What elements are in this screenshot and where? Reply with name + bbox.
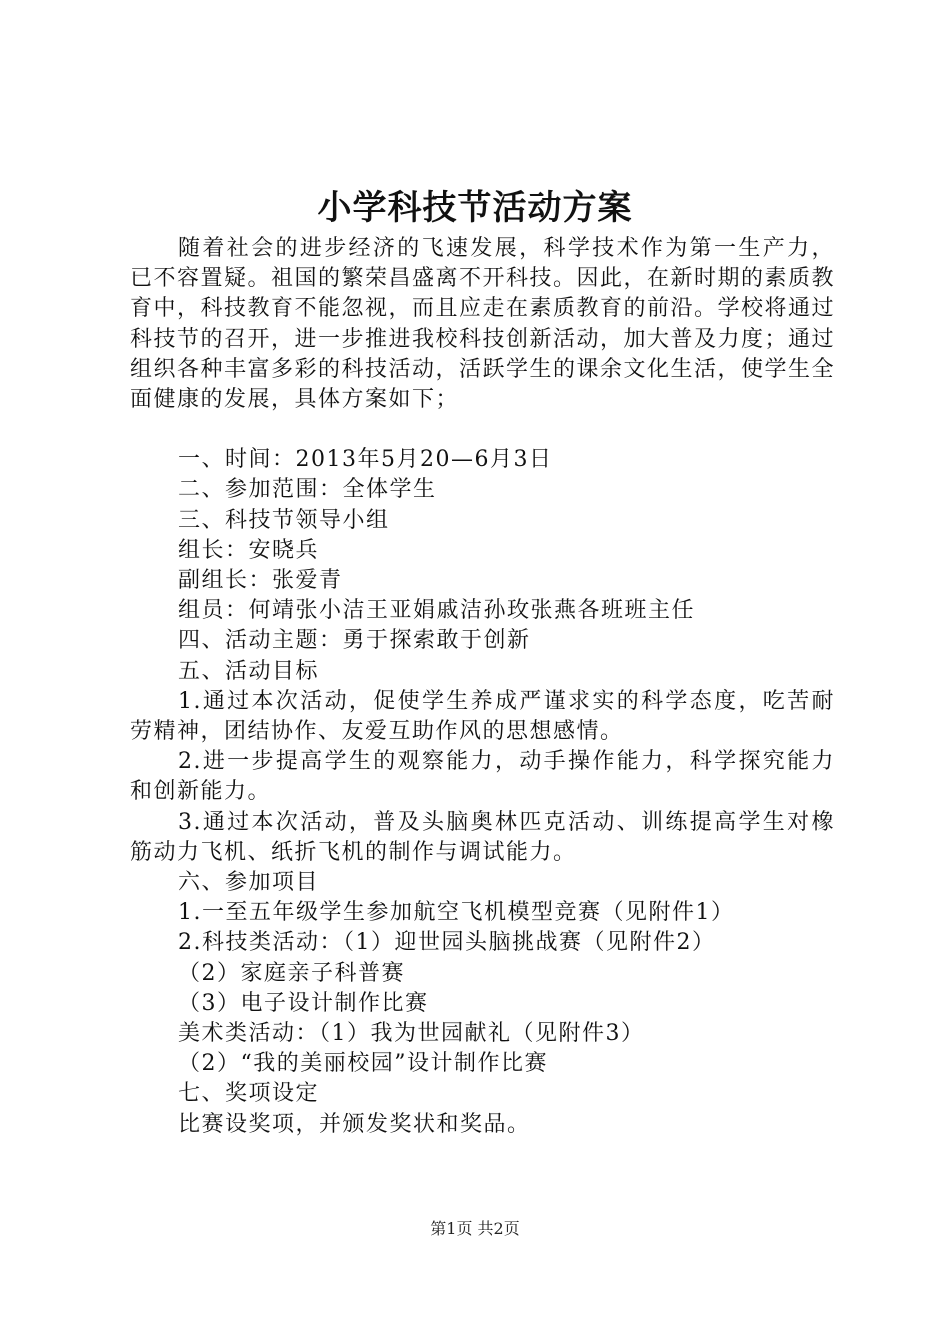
document-body bbox=[130, 234, 835, 1140]
section-awards: 七、奖项设定 bbox=[178, 1081, 320, 1107]
section-projects: 六、参加项目 bbox=[178, 870, 320, 896]
section-leadership: 三、科技节领导小组 bbox=[178, 507, 390, 533]
project-item: 美术类活动：（1）我为世园献礼（见附件3） bbox=[178, 1021, 645, 1047]
deputy-leader-line: 副组长：张爱青 bbox=[178, 568, 343, 594]
goal-item: 3.通过本次活动，普及头脑奥林匹克活动、训练提高学生对橡筋动力飞机、纸折飞机的制作与调试能力。 bbox=[130, 809, 835, 865]
section-scope: 二、参加范围：全体学生 bbox=[178, 477, 437, 503]
section-goals: 五、活动目标 bbox=[178, 658, 320, 684]
intro-paragraph: 随着社会的进步经济的飞速发展，科学技术作为第一生产力，已不容置疑。祖国的繁荣昌盛离不开科技。因此，在新时期的素质教育中，科技教育不能忽视，而且应走在素质教育的前沿。学校将通过科技节的召开，进一步推进我校科技创新活动，加大普及力度；通过组织各种丰富多彩的科技活动，活跃学生的课余文化生活，使学生全面健康的发展，具体方案如下； bbox=[130, 236, 836, 413]
project-item: （3）电子设计制作比赛 bbox=[178, 990, 429, 1016]
document-title: 小学科技节活动方案 bbox=[317, 188, 633, 228]
project-item: （2）家庭亲子科普赛 bbox=[178, 960, 405, 986]
awards-line: 比赛设奖项，并颁发奖状和奖品。 bbox=[178, 1111, 531, 1137]
project-item: （2）“我的美丽校园”设计制作比赛 bbox=[178, 1051, 548, 1077]
section-time: 一、时间：2013年5月20—6月3日 bbox=[178, 447, 553, 473]
project-item: 2.科技类活动：（1）迎世园头脑挑战赛（见附件2） bbox=[178, 930, 716, 956]
goal-item: 2.进一步提高学生的观察能力，动手操作能力，科学探究能力和创新能力。 bbox=[130, 749, 835, 805]
section-theme: 四、活动主题：勇于探索敢于创新 bbox=[178, 628, 531, 654]
leader-line: 组长：安晓兵 bbox=[178, 537, 320, 563]
members-line: 组员：何靖张小洁王亚娟戚洁孙玫张燕各班班主任 bbox=[178, 598, 696, 624]
goal-item: 1.通过本次活动，促使学生养成严谨求实的科学态度，吃苦耐劳精神，团结协作、友爱互助作风的思想感情。 bbox=[130, 688, 835, 745]
page-footer: 第1页 共2页 bbox=[430, 1219, 520, 1238]
paragraph-spacer bbox=[130, 415, 835, 445]
project-item: 1.一至五年级学生参加航空飞机模型竞赛（见附件1） bbox=[178, 900, 735, 926]
